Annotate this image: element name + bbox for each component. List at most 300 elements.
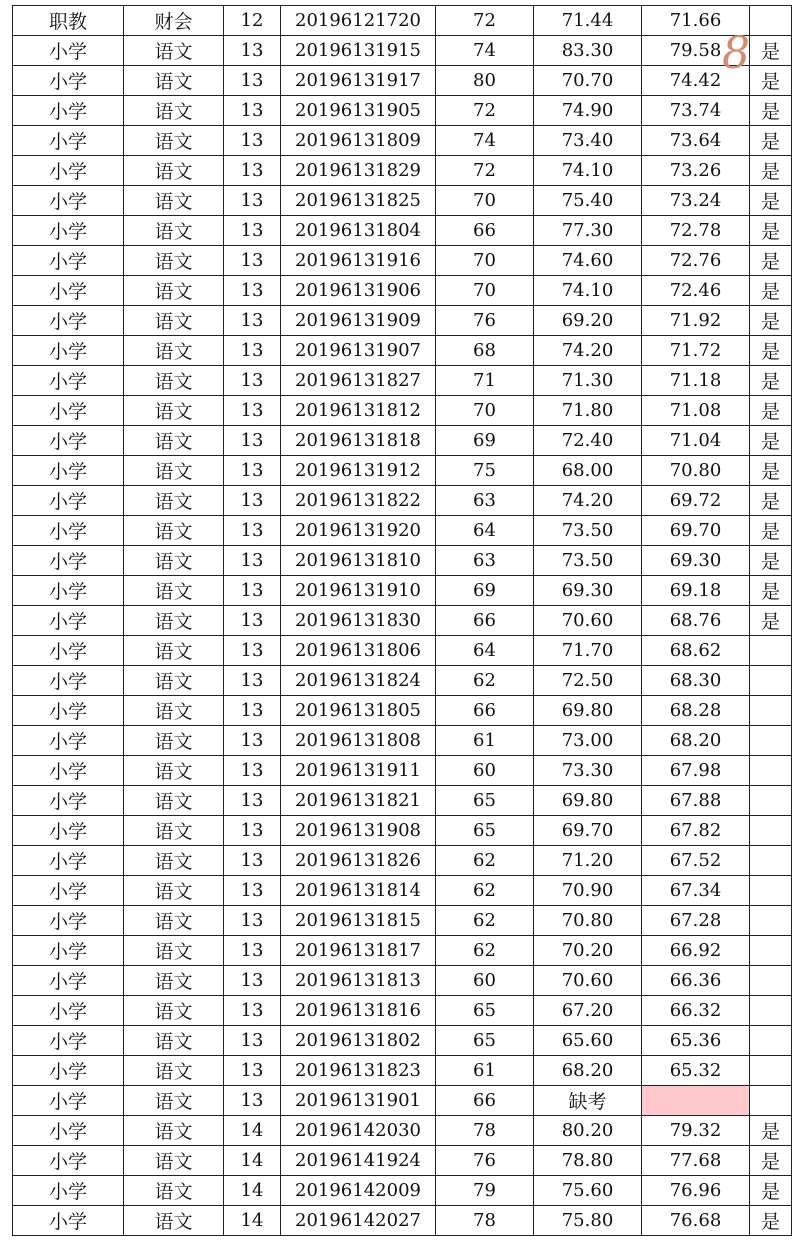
- cell-score-2: 71.20: [534, 846, 642, 876]
- cell-qualified-mark: 是: [750, 186, 792, 216]
- cell-group: 14: [224, 1176, 281, 1206]
- table-row: [13, 636, 792, 666]
- table-row: [13, 786, 792, 816]
- cell-total-score: 68.62: [642, 636, 750, 666]
- cell-qualified-mark: 是: [750, 1116, 792, 1146]
- cell-subject: 语文: [124, 1116, 224, 1146]
- cell-qualified-mark: 是: [750, 246, 792, 276]
- cell-group: 13: [224, 276, 281, 306]
- cell-score-2: 75.80: [534, 1206, 642, 1236]
- cell-total-score: 67.28: [642, 906, 750, 936]
- cell-qualified-mark: 是: [750, 606, 792, 636]
- cell-exam-id: 20196131905: [281, 96, 436, 126]
- cell-group: 13: [224, 816, 281, 846]
- cell-subject: 语文: [124, 306, 224, 336]
- table-row: [13, 546, 792, 576]
- cell-score-2: 75.60: [534, 1176, 642, 1206]
- cell-total-score: 67.34: [642, 876, 750, 906]
- cell-score-1: 72: [436, 156, 534, 186]
- cell-total-score: 65.36: [642, 1026, 750, 1056]
- cell-category: 小学: [13, 1116, 124, 1146]
- cell-category: 小学: [13, 906, 124, 936]
- cell-score-1: 69: [436, 576, 534, 606]
- cell-category: 小学: [13, 546, 124, 576]
- table-row: [13, 1026, 792, 1056]
- table-row: [13, 216, 792, 246]
- table-row: [13, 36, 792, 66]
- table-row: [13, 6, 792, 36]
- cell-qualified-mark: 是: [750, 546, 792, 576]
- cell-exam-id: 20196131920: [281, 516, 436, 546]
- cell-score-2: 80.20: [534, 1116, 642, 1146]
- cell-total-score: 71.08: [642, 396, 750, 426]
- cell-subject: 语文: [124, 486, 224, 516]
- cell-subject: 语文: [124, 576, 224, 606]
- cell-score-1: 64: [436, 516, 534, 546]
- cell-subject: 语文: [124, 1086, 224, 1116]
- cell-qualified-mark: [750, 1056, 792, 1086]
- table-row: [13, 756, 792, 786]
- cell-category: 小学: [13, 606, 124, 636]
- cell-score-1: 66: [436, 1086, 534, 1116]
- cell-score-2: 72.50: [534, 666, 642, 696]
- cell-subject: 语文: [124, 1176, 224, 1206]
- cell-category: 小学: [13, 1026, 124, 1056]
- table-row: [13, 726, 792, 756]
- cell-score-2: 69.80: [534, 786, 642, 816]
- cell-total-score: 67.88: [642, 786, 750, 816]
- cell-group: 13: [224, 66, 281, 96]
- cell-score-2: 69.30: [534, 576, 642, 606]
- cell-exam-id: 20196131908: [281, 816, 436, 846]
- table-row: [13, 876, 792, 906]
- cell-subject: 语文: [124, 1026, 224, 1056]
- cell-qualified-mark: [750, 756, 792, 786]
- cell-score-2: 69.20: [534, 306, 642, 336]
- cell-total-score: 71.92: [642, 306, 750, 336]
- cell-total-score: 72.78: [642, 216, 750, 246]
- cell-subject: 语文: [124, 726, 224, 756]
- cell-qualified-mark: 是: [750, 516, 792, 546]
- cell-exam-id: 20196131806: [281, 636, 436, 666]
- table-row: [13, 576, 792, 606]
- cell-qualified-mark: 是: [750, 456, 792, 486]
- cell-exam-id: 20196121720: [281, 6, 436, 36]
- cell-score-1: 75: [436, 456, 534, 486]
- cell-qualified-mark: 是: [750, 1176, 792, 1206]
- cell-score-1: 68: [436, 336, 534, 366]
- cell-category: 小学: [13, 756, 124, 786]
- cell-category: 小学: [13, 936, 124, 966]
- cell-total-score: 76.68: [642, 1206, 750, 1236]
- cell-score-2: 70.20: [534, 936, 642, 966]
- table-row: [13, 366, 792, 396]
- cell-category: 小学: [13, 456, 124, 486]
- cell-exam-id: 20196142027: [281, 1206, 436, 1236]
- cell-subject: 语文: [124, 516, 224, 546]
- cell-subject: 语文: [124, 666, 224, 696]
- cell-group: 13: [224, 876, 281, 906]
- cell-category: 小学: [13, 576, 124, 606]
- cell-group: 13: [224, 846, 281, 876]
- cell-subject: 语文: [124, 876, 224, 906]
- cell-total-score: 69.30: [642, 546, 750, 576]
- cell-subject: 语文: [124, 906, 224, 936]
- cell-group: 13: [224, 246, 281, 276]
- cell-group: 13: [224, 726, 281, 756]
- cell-qualified-mark: [750, 996, 792, 1026]
- cell-score-1: 80: [436, 66, 534, 96]
- cell-score-2: 67.20: [534, 996, 642, 1026]
- cell-qualified-mark: [750, 1026, 792, 1056]
- cell-exam-id: 20196131825: [281, 186, 436, 216]
- cell-subject: 语文: [124, 996, 224, 1026]
- cell-category: 小学: [13, 36, 124, 66]
- table-row: [13, 396, 792, 426]
- cell-exam-id: 20196131813: [281, 966, 436, 996]
- cell-subject: 语文: [124, 756, 224, 786]
- cell-subject: 语文: [124, 186, 224, 216]
- cell-category: 小学: [13, 396, 124, 426]
- cell-subject: 语文: [124, 1206, 224, 1236]
- cell-group: 13: [224, 306, 281, 336]
- cell-score-1: 66: [436, 216, 534, 246]
- cell-group: 13: [224, 36, 281, 66]
- cell-total-score: 69.18: [642, 576, 750, 606]
- cell-exam-id: 20196131816: [281, 996, 436, 1026]
- cell-score-2: 74.10: [534, 276, 642, 306]
- cell-group: 14: [224, 1146, 281, 1176]
- cell-subject: 语文: [124, 426, 224, 456]
- cell-total-score: 65.32: [642, 1056, 750, 1086]
- cell-score-2: 71.30: [534, 366, 642, 396]
- table-row: [13, 246, 792, 276]
- cell-total-score: 76.96: [642, 1176, 750, 1206]
- cell-category: 小学: [13, 1206, 124, 1236]
- cell-group: 13: [224, 606, 281, 636]
- cell-exam-id: 20196131916: [281, 246, 436, 276]
- cell-score-2: 73.50: [534, 546, 642, 576]
- cell-exam-id: 20196131815: [281, 906, 436, 936]
- cell-group: 13: [224, 1026, 281, 1056]
- cell-category: 小学: [13, 996, 124, 1026]
- cell-total-score: 67.82: [642, 816, 750, 846]
- table-row: [13, 186, 792, 216]
- cell-score-1: 74: [436, 36, 534, 66]
- cell-group: 13: [224, 456, 281, 486]
- cell-score-2: 71.44: [534, 6, 642, 36]
- cell-qualified-mark: 是: [750, 1146, 792, 1176]
- cell-score-1: 62: [436, 936, 534, 966]
- cell-category: 职教: [13, 6, 124, 36]
- cell-subject: 语文: [124, 36, 224, 66]
- cell-exam-id: 20196131821: [281, 786, 436, 816]
- cell-score-1: 60: [436, 966, 534, 996]
- cell-group: 14: [224, 1206, 281, 1236]
- cell-qualified-mark: [750, 936, 792, 966]
- cell-qualified-mark: 是: [750, 276, 792, 306]
- cell-exam-id: 20196131817: [281, 936, 436, 966]
- cell-qualified-mark: 是: [750, 486, 792, 516]
- cell-subject: 语文: [124, 696, 224, 726]
- cell-total-score: 73.74: [642, 96, 750, 126]
- cell-score-2: 68.00: [534, 456, 642, 486]
- table-row: [13, 996, 792, 1026]
- cell-score-2: 73.00: [534, 726, 642, 756]
- cell-exam-id: 20196131909: [281, 306, 436, 336]
- cell-qualified-mark: 是: [750, 576, 792, 606]
- cell-qualified-mark: 是: [750, 1206, 792, 1236]
- cell-score-2: 缺考: [534, 1086, 642, 1116]
- table-row: [13, 336, 792, 366]
- cell-total-score: 77.68: [642, 1146, 750, 1176]
- cell-score-1: 78: [436, 1116, 534, 1146]
- cell-exam-id: 20196131830: [281, 606, 436, 636]
- cell-score-1: 60: [436, 756, 534, 786]
- cell-subject: 语文: [124, 366, 224, 396]
- cell-total-score: 68.30: [642, 666, 750, 696]
- page-number: 8: [722, 28, 750, 79]
- cell-subject: 语文: [124, 936, 224, 966]
- cell-group: 13: [224, 336, 281, 366]
- cell-total-score: 66.36: [642, 966, 750, 996]
- cell-qualified-mark: 是: [750, 66, 792, 96]
- cell-total-score: 73.26: [642, 156, 750, 186]
- cell-score-1: 72: [436, 6, 534, 36]
- cell-subject: 语文: [124, 216, 224, 246]
- cell-category: 小学: [13, 516, 124, 546]
- cell-exam-id: 20196131907: [281, 336, 436, 366]
- cell-total-score: 67.52: [642, 846, 750, 876]
- cell-qualified-mark: 是: [750, 426, 792, 456]
- cell-score-2: 74.10: [534, 156, 642, 186]
- cell-category: 小学: [13, 846, 124, 876]
- cell-subject: 语文: [124, 456, 224, 486]
- cell-group: 12: [224, 6, 281, 36]
- cell-score-1: 62: [436, 846, 534, 876]
- cell-score-1: 76: [436, 306, 534, 336]
- cell-subject: 语文: [124, 276, 224, 306]
- cell-qualified-mark: 是: [750, 216, 792, 246]
- cell-total-score: 71.72: [642, 336, 750, 366]
- cell-group: 13: [224, 126, 281, 156]
- table-row: [13, 1146, 792, 1176]
- cell-category: 小学: [13, 216, 124, 246]
- cell-qualified-mark: 是: [750, 36, 792, 66]
- cell-score-2: 73.30: [534, 756, 642, 786]
- table-row: [13, 846, 792, 876]
- cell-exam-id: 20196131901: [281, 1086, 436, 1116]
- cell-score-1: 61: [436, 1056, 534, 1086]
- cell-score-1: 69: [436, 426, 534, 456]
- cell-category: 小学: [13, 966, 124, 996]
- cell-category: 小学: [13, 786, 124, 816]
- cell-total-score: 66.32: [642, 996, 750, 1026]
- table-row: [13, 486, 792, 516]
- cell-exam-id: 20196131917: [281, 66, 436, 96]
- cell-category: 小学: [13, 306, 124, 336]
- cell-qualified-mark: [750, 876, 792, 906]
- cell-total-score: 70.80: [642, 456, 750, 486]
- cell-score-2: 71.80: [534, 396, 642, 426]
- score-table-body: [13, 6, 792, 1236]
- cell-exam-id: 20196131810: [281, 546, 436, 576]
- cell-exam-id: 20196131818: [281, 426, 436, 456]
- cell-qualified-mark: 是: [750, 336, 792, 366]
- cell-score-1: 66: [436, 696, 534, 726]
- cell-category: 小学: [13, 156, 124, 186]
- table-row: [13, 906, 792, 936]
- cell-subject: 语文: [124, 396, 224, 426]
- cell-score-1: 74: [436, 126, 534, 156]
- cell-qualified-mark: [750, 726, 792, 756]
- cell-qualified-mark: 是: [750, 156, 792, 186]
- cell-score-1: 62: [436, 666, 534, 696]
- cell-exam-id: 20196131827: [281, 366, 436, 396]
- cell-group: 13: [224, 576, 281, 606]
- cell-score-1: 65: [436, 816, 534, 846]
- cell-qualified-mark: [750, 6, 792, 36]
- table-row: [13, 96, 792, 126]
- cell-subject: 语文: [124, 816, 224, 846]
- cell-subject: 语文: [124, 336, 224, 366]
- table-row: [13, 276, 792, 306]
- cell-score-2: 74.20: [534, 336, 642, 366]
- table-row: [13, 606, 792, 636]
- cell-exam-id: 20196131814: [281, 876, 436, 906]
- cell-subject: 语文: [124, 126, 224, 156]
- cell-score-1: 62: [436, 906, 534, 936]
- cell-exam-id: 20196131906: [281, 276, 436, 306]
- cell-subject: 语文: [124, 96, 224, 126]
- cell-exam-id: 20196131823: [281, 1056, 436, 1086]
- cell-score-1: 66: [436, 606, 534, 636]
- cell-total-score: [642, 1086, 750, 1116]
- cell-score-2: 70.60: [534, 606, 642, 636]
- cell-total-score: 72.76: [642, 246, 750, 276]
- table-row: [13, 936, 792, 966]
- cell-total-score: 73.64: [642, 126, 750, 156]
- cell-score-2: 70.80: [534, 906, 642, 936]
- table-row: [13, 1206, 792, 1236]
- cell-score-2: 69.70: [534, 816, 642, 846]
- cell-qualified-mark: [750, 696, 792, 726]
- cell-score-2: 72.40: [534, 426, 642, 456]
- cell-score-2: 70.90: [534, 876, 642, 906]
- cell-exam-id: 20196142009: [281, 1176, 436, 1206]
- cell-score-2: 65.60: [534, 1026, 642, 1056]
- cell-exam-id: 20196131915: [281, 36, 436, 66]
- cell-score-1: 70: [436, 186, 534, 216]
- cell-subject: 财会: [124, 6, 224, 36]
- cell-category: 小学: [13, 726, 124, 756]
- cell-score-2: 74.60: [534, 246, 642, 276]
- cell-group: 13: [224, 396, 281, 426]
- cell-group: 13: [224, 1086, 281, 1116]
- cell-qualified-mark: [750, 786, 792, 816]
- score-table-container: [12, 5, 791, 1236]
- cell-category: 小学: [13, 1056, 124, 1086]
- cell-exam-id: 20196131910: [281, 576, 436, 606]
- cell-score-1: 64: [436, 636, 534, 666]
- cell-category: 小学: [13, 246, 124, 276]
- cell-total-score: 72.46: [642, 276, 750, 306]
- cell-category: 小学: [13, 1176, 124, 1206]
- cell-group: 13: [224, 906, 281, 936]
- cell-category: 小学: [13, 426, 124, 456]
- cell-qualified-mark: 是: [750, 126, 792, 156]
- table-row: [13, 666, 792, 696]
- cell-group: 13: [224, 786, 281, 816]
- cell-score-2: 70.70: [534, 66, 642, 96]
- cell-total-score: 69.72: [642, 486, 750, 516]
- cell-total-score: 67.98: [642, 756, 750, 786]
- cell-score-1: 63: [436, 546, 534, 576]
- cell-exam-id: 20196131822: [281, 486, 436, 516]
- cell-score-1: 72: [436, 96, 534, 126]
- cell-exam-id: 20196131805: [281, 696, 436, 726]
- table-row: [13, 696, 792, 726]
- cell-total-score: 68.76: [642, 606, 750, 636]
- cell-total-score: 79.32: [642, 1116, 750, 1146]
- cell-category: 小学: [13, 1086, 124, 1116]
- cell-qualified-mark: [750, 966, 792, 996]
- cell-score-1: 79: [436, 1176, 534, 1206]
- cell-category: 小学: [13, 276, 124, 306]
- cell-score-2: 69.80: [534, 696, 642, 726]
- cell-subject: 语文: [124, 66, 224, 96]
- cell-score-2: 83.30: [534, 36, 642, 66]
- cell-score-2: 70.60: [534, 966, 642, 996]
- cell-exam-id: 20196131824: [281, 666, 436, 696]
- table-row: [13, 1176, 792, 1206]
- cell-group: 13: [224, 96, 281, 126]
- cell-total-score: 71.66: [642, 6, 750, 36]
- cell-group: 14: [224, 1116, 281, 1146]
- table-row: [13, 126, 792, 156]
- cell-group: 13: [224, 756, 281, 786]
- cell-group: 13: [224, 966, 281, 996]
- cell-score-1: 65: [436, 786, 534, 816]
- cell-category: 小学: [13, 186, 124, 216]
- cell-qualified-mark: [750, 636, 792, 666]
- cell-subject: 语文: [124, 966, 224, 996]
- cell-group: 13: [224, 996, 281, 1026]
- cell-score-1: 65: [436, 1026, 534, 1056]
- cell-category: 小学: [13, 816, 124, 846]
- cell-subject: 语文: [124, 606, 224, 636]
- cell-category: 小学: [13, 486, 124, 516]
- cell-group: 13: [224, 666, 281, 696]
- cell-category: 小学: [13, 96, 124, 126]
- cell-subject: 语文: [124, 246, 224, 276]
- cell-qualified-mark: [750, 846, 792, 876]
- cell-exam-id: 20196131912: [281, 456, 436, 486]
- table-row: [13, 156, 792, 186]
- cell-exam-id: 20196131809: [281, 126, 436, 156]
- cell-category: 小学: [13, 1146, 124, 1176]
- cell-score-1: 63: [436, 486, 534, 516]
- cell-total-score: 68.20: [642, 726, 750, 756]
- table-row: [13, 1086, 792, 1116]
- table-row: [13, 426, 792, 456]
- cell-qualified-mark: 是: [750, 396, 792, 426]
- cell-score-1: 71: [436, 366, 534, 396]
- score-table: [12, 5, 792, 1236]
- cell-exam-id: 20196131911: [281, 756, 436, 786]
- cell-subject: 语文: [124, 846, 224, 876]
- cell-subject: 语文: [124, 1146, 224, 1176]
